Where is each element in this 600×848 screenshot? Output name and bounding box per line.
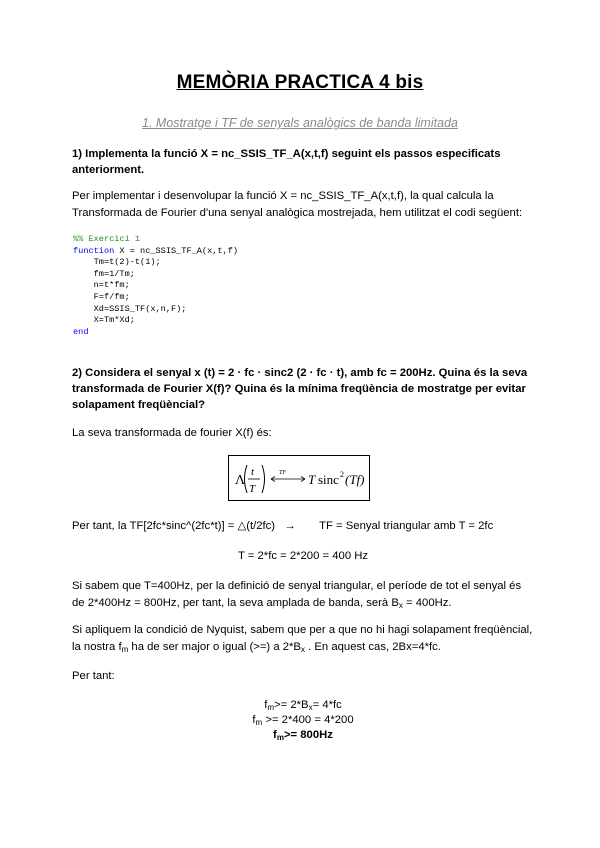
eq-sub-x: x [308,703,313,712]
tf-triangle-text: TF = Senyal triangular amb T = 2fc [319,520,494,532]
section-heading: 1. Mostratge i TF de senyals analògics de banda limitada [142,116,458,130]
nyquist-text-3: . En aquest cas, 2Bx=4*fc. [304,641,441,653]
right-arrow-icon: → [284,520,296,532]
paragraph-transform-intro: La seva transformada de fourier X(f) és: [72,427,272,439]
paragraph-implementation: Per implementar i desenvolupar la funció X = nc_SSIS_TF_A(x,t,f), la qual calcula la Transformada de Fourier d'una senyal analògica mostrejada, hem utilitzat el codi següent: [72,190,523,219]
question-1: 1) Implementa la funció X = nc_SSIS_TF_A(x,t,f) seguint els passos especificats anteriorment. [72,148,501,176]
equation-line-3-result [72,727,534,744]
subscript-x: x [398,601,403,610]
code-line: X=Tm*Xd; [93,315,135,326]
lambda-symbol: Λ [235,473,246,488]
code-keyword-function: function [73,245,115,256]
fourier-pair-formula [229,456,371,502]
rhs-T: T [308,472,316,487]
code-line: Tm=t(2)-t(1); [93,257,161,268]
code-line: n=t*fm; [93,280,130,291]
eq-sub-m: m [267,703,275,712]
subscript-x: x [300,645,305,654]
paragraph-per-tant: Per tant: [72,670,115,682]
page-title: MEMÒRIA PRACTICA 4 bis [176,72,424,93]
formula-box [228,455,370,501]
code-block [73,234,238,338]
period-equation: T = 2*fc = 2*200 = 400 Hz [237,550,369,562]
eq-f: f [252,714,256,726]
rhs-exponent: 2 [340,470,344,479]
rhs-argument: (Tf) [345,472,365,487]
question-2: 2) Considera el senyal x (t) = 2 · fc · sinc2 (2 · fc · t), amb fc = 200Hz. Quina és la seva transformada de Fourier X(f)? Quina és la mínima freqüència de mostratge per evitar solapament freqüèncial? [72,367,528,411]
nyquist-text-2: ha de ser major o igual (>=) a 2*B [128,641,301,653]
eq-f: f [273,729,277,741]
eq-mid: >= 2*B [274,699,309,711]
paragraph-nyquist [72,622,534,656]
eq-rest: = 4*fc [312,699,342,711]
bandwidth-text: Si sabem que T=400Hz, per la definició de senyal triangular, el període de tot el senyal és de 2*400Hz = 800Hz, per tant, la seva amplada de banda, serà B [72,580,522,609]
fraction-denominator: T [249,483,256,495]
code-line: F=f/fm; [93,291,130,302]
code-keyword-end: end [73,326,89,337]
code-signature: X = nc_SSIS_TF_A(x,t,f) [114,245,239,256]
bandwidth-value: = 400Hz. [402,597,452,609]
rhs-sinc: sinc [318,472,339,487]
paragraph-therefore-line [72,518,534,535]
eq-rest: >= 800Hz [283,729,333,741]
code-comment: %% Exercici 1 [73,234,141,244]
nyquist-text-1: Si apliquem la condició de Nyquist, sabem que per a que no hi hagi solapament freqüèncial, la nostra f [72,624,533,653]
eq-rest: >= 2*400 = 4*200 [262,714,354,726]
subscript-m: m [121,645,129,654]
paragraph-bandwidth [72,578,534,612]
right-paren [262,465,265,493]
tf-result-text: Per tant, la TF[2fc*sinc^(2fc*t)] = △(t/2fc) [72,520,276,532]
code-line: Xd=SSIS_TF(x,n,F); [93,303,187,314]
eq-sub-m: m [255,718,263,727]
fraction-numerator: t [251,466,255,478]
eq-f: f [264,699,268,711]
eq-sub-m: m [276,733,284,742]
arrow-label: TF [279,470,287,476]
left-paren [245,465,248,493]
code-line: fm=1/Tm; [93,268,135,279]
